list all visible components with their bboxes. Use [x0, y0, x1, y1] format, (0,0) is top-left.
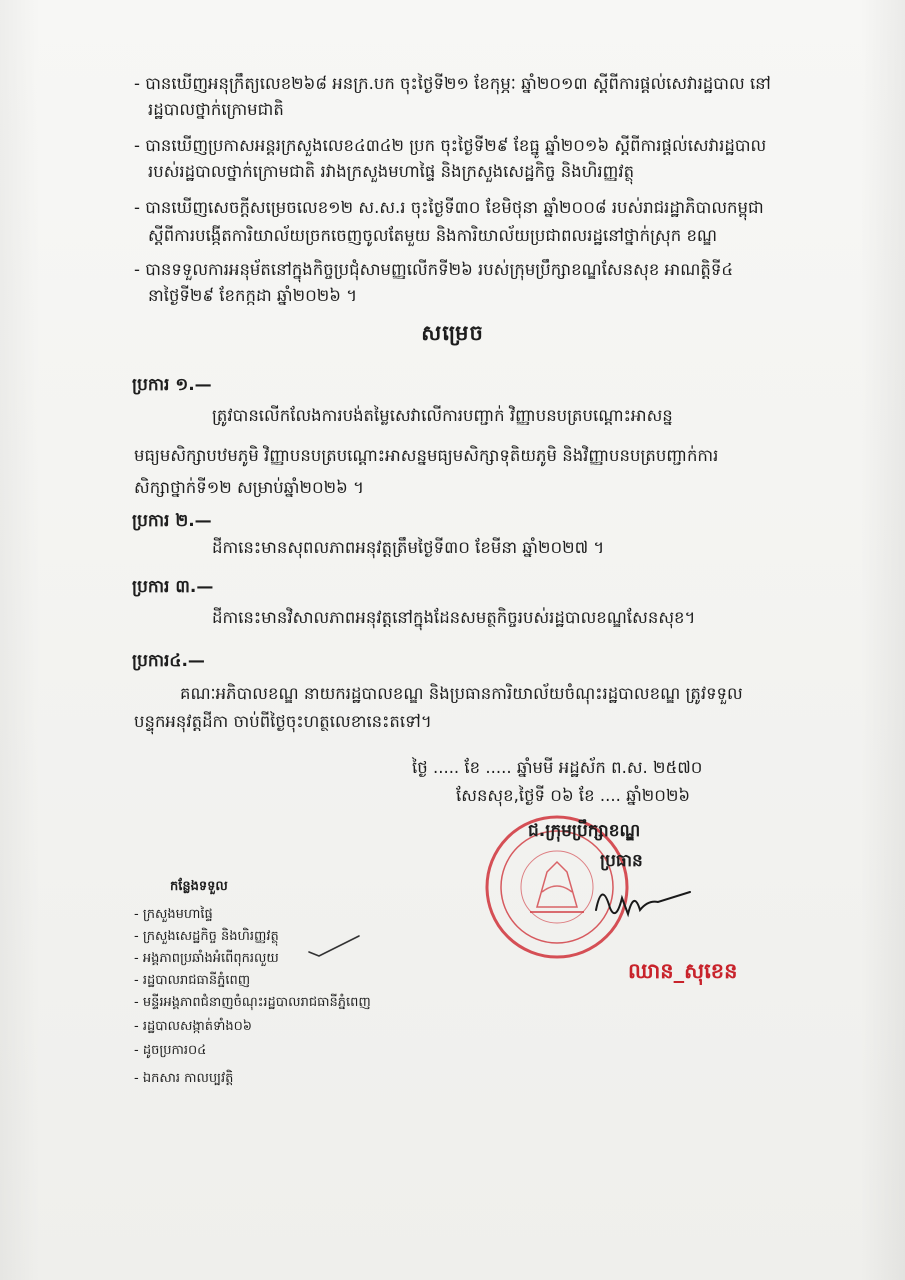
preamble-line-3b: ស្ដីពីការបង្កើតការិយាល័យច្រកចេញចូលតែមួយ និងការិយាល័យប្រជាពលរដ្ឋនៅថ្នាក់ស្រុក ខណ្ឌ [148, 226, 718, 245]
recipient-item: - មន្ទីរអង្គភាពជំនាញចំណុះរដ្ឋបាលរាជធានីភ្នំពេញ [134, 995, 371, 1010]
recipient-item: - ឯកសារ កាលប្បវត្តិ [134, 1071, 234, 1086]
recipient-item: - ក្រសួងសេដ្ឋកិច្ច និងហិរញ្ញវត្ថុ [134, 929, 279, 944]
recipient-item: - រដ្ឋបាលរាជធានីភ្នំពេញ [134, 973, 251, 988]
preamble-line-1: - បានឃើញអនុក្រឹត្យលេខ២៦៨ អនក្រ.បក ចុះថ្ងៃទី២១ ខែកុម្ភៈ ឆ្នាំ២០១៣ ស្ដីពីការផ្ដល់សេវារដ្ឋបាល នៅ [134, 74, 771, 93]
council-title: ជ.ក្រុមប្រឹក្សាខណ្ឌ [528, 821, 641, 841]
decision-heading: សម្រេច [421, 321, 484, 345]
article-2-label: ប្រការ ២.— [132, 511, 212, 531]
article-3-line-1: ដីកានេះមានវិសាលភាពអនុវត្តនៅក្នុងដែនសមត្ថកិច្ចរបស់រដ្ឋបាលខណ្ឌសែនសុខ។ [212, 608, 696, 627]
recipient-item: - ដូចប្រការ០៤ [134, 1043, 207, 1058]
article-1-label: ប្រការ ១.— [132, 375, 212, 395]
preamble-line-3: - បានឃើញសេចក្ដីសម្រេចលេខ១២ ស.ស.រ ចុះថ្ងៃទី៣០ ខែមិថុនា ឆ្នាំ២០០៨ របស់រាជរដ្ឋាភិបាលកម្ពុជា [134, 198, 764, 217]
recipient-item: - អង្គភាពប្រឆាំងអំពើពុករលួយ [134, 951, 279, 966]
lunar-date: ថ្ងៃ ..... ខែ ..... ឆ្នាំមមី អដ្ឋស័ក ព.ស. ២៥៧០ [412, 758, 703, 777]
article-4-line-2: បន្ទុកអនុវត្តដីកា ចាប់ពីថ្ងៃចុះហត្ថលេខានេះតទៅ។ [134, 712, 432, 731]
chair-title: ប្រធាន [600, 851, 643, 871]
article-2-line-1: ដីកានេះមានសុពលភាពអនុវត្តត្រឹមថ្ងៃទី៣០ ខែមីនា ឆ្នាំ២០២៧ ។ [212, 538, 605, 557]
preamble-line-2: - បានឃើញប្រកាសអន្តរក្រសួងលេខ៤៣៤២ ប្រក ចុះថ្ងៃទី២៩ ខែធ្នូ ឆ្នាំ២០១៦ ស្ដីពីការផ្ដល់សេវារដ្ឋបាល [134, 136, 767, 155]
article-1-line-1: ត្រូវបានលើកលែងការបង់តម្លៃសេវាលើការបញ្ជាក់ វិញ្ញាបនបត្របណ្ដោះអាសន្ន [212, 406, 673, 425]
recipient-item: - រដ្ឋបាលសង្កាត់ទាំង០៦ [134, 1019, 253, 1034]
handwritten-signature [588, 870, 698, 930]
preamble-line-4b: នាថ្ងៃទី២៩ ខែកក្កដា ឆ្នាំ២០២៦ ។ [148, 286, 358, 305]
solar-date: សែនសុខ,ថ្ងៃទី ០៦ ខែ .... ឆ្នាំ២០២៦ [456, 786, 691, 805]
preamble-line-2b: របស់រដ្ឋបាលថ្នាក់ក្រោមជាតិ រវាងក្រសួងមហាផ្ទៃ និងក្រសួងសេដ្ឋកិច្ច និងហិរញ្ញវត្ថុ [148, 162, 635, 181]
preamble-line-4: - បានទទួលការអនុម័តនៅក្នុងកិច្ចប្រជុំសាមញ្ញលើកទី២៦ របស់ក្រុមប្រឹក្សាខណ្ឌសែនសុខ អាណត្តិទី៤ [134, 260, 734, 279]
signer-name: ឈាន_សុខេន [628, 959, 738, 983]
recipients-title: កន្លែងទទួល [170, 879, 228, 894]
article-1-line-2: មធ្យមសិក្សាបឋមភូមិ វិញ្ញាបនបត្របណ្ដោះអាសន្នមធ្យមសិក្សាទុតិយភូមិ និងវិញ្ញាបនបត្របញ្ជាក់ការ [134, 446, 719, 465]
checkmark-icon [305, 930, 365, 960]
recipient-item: - ក្រសួងមហាផ្ទៃ [134, 907, 213, 922]
article-3-label: ប្រការ ៣.— [132, 577, 214, 597]
article-4-line-1: គណៈអភិបាលខណ្ឌ នាយករដ្ឋបាលខណ្ឌ និងប្រធានការិយាល័យចំណុះរដ្ឋបាលខណ្ឌ ត្រូវទទួល [180, 684, 743, 703]
article-4-label: ប្រការ៤.— [132, 651, 205, 671]
article-1-line-3: សិក្សាថ្នាក់ទី១២ សម្រាប់ឆ្នាំ២០២៦ ។ [134, 478, 364, 497]
preamble-line-1b: រដ្ឋបាលថ្នាក់ក្រោមជាតិ [148, 100, 284, 119]
